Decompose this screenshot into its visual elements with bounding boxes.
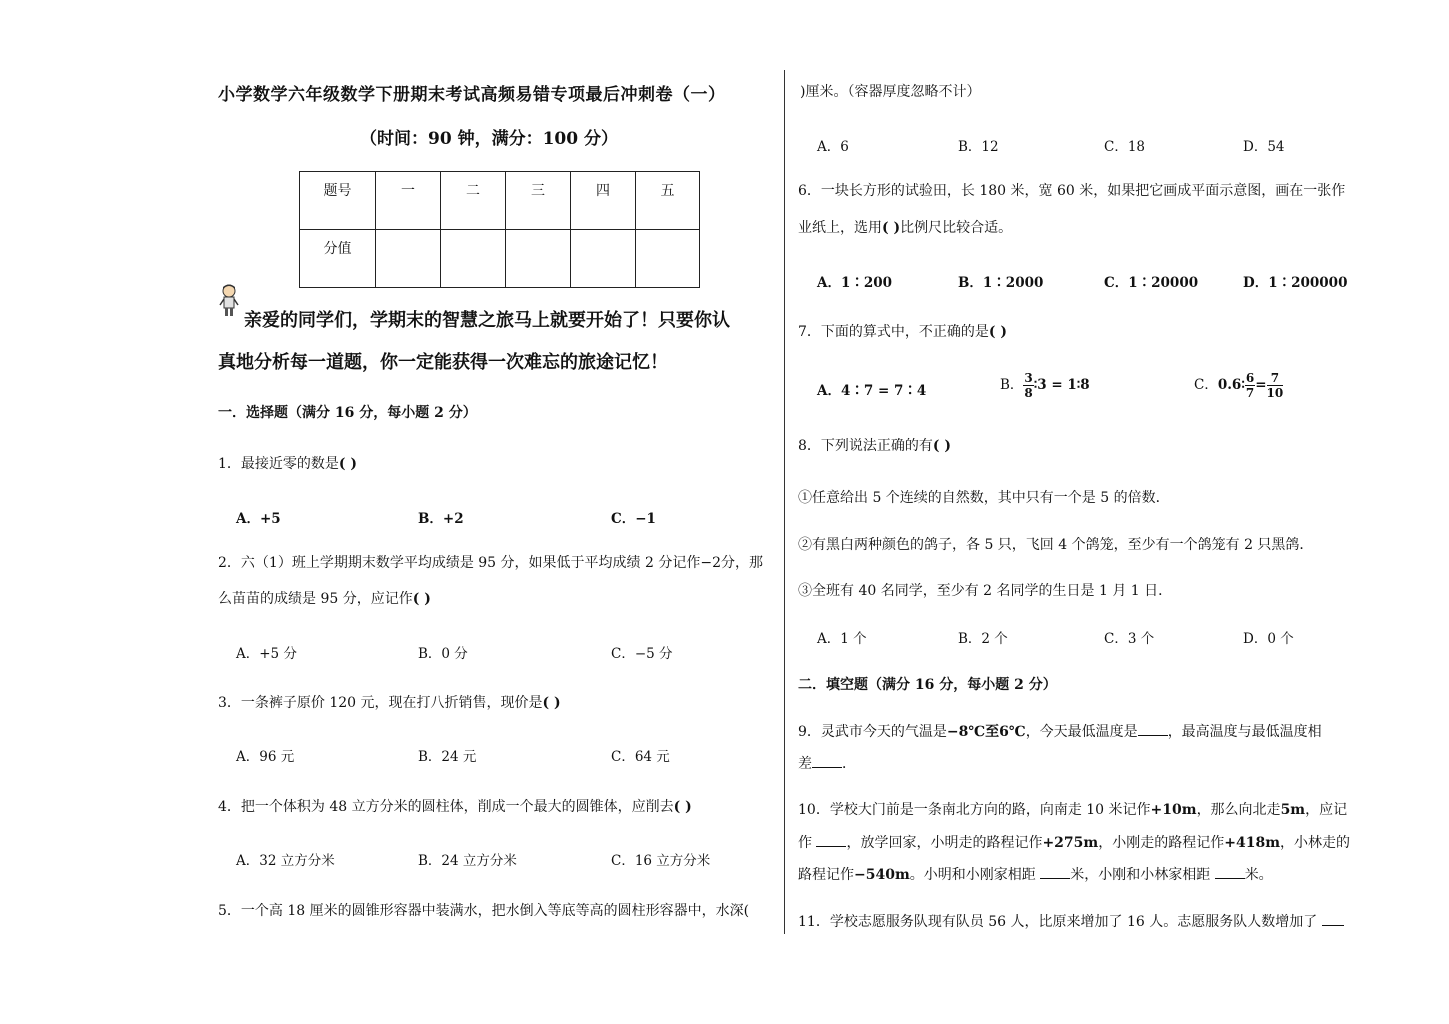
answer-blank[interactable] (812, 755, 842, 768)
q3-option-b[interactable]: B．24 元 (418, 749, 477, 765)
q8-statement-3: ③全班有 40 名同学，至少有 2 名同学的生日是 1 月 1 日． (798, 583, 1173, 599)
score-header-cell: 三 (506, 172, 571, 230)
q5-option-c[interactable]: C．18 (1104, 139, 1146, 155)
question-10-stem: 10．学校大门前是一条南北方向的路，向南走 10 米记作 (798, 802, 1151, 818)
denominator: 10 (1266, 386, 1284, 400)
q5-option-d[interactable]: D．54 (1243, 139, 1285, 155)
question-1-stem: 1．最接近零的数是 (218, 456, 339, 472)
question-9-stem-2: ，今天最低温度是 (1025, 724, 1138, 740)
question-6-line-1: 6．一块长方形的试验田，长 180 米，宽 60 米，如果把它画成平面示意图，画在一张作 (798, 183, 1346, 199)
question-10-end: 米。 (1244, 867, 1273, 883)
score-header-cell: 题号 (300, 172, 376, 230)
q7-option-a[interactable]: A．4∶7 = 7∶4 (817, 383, 927, 399)
score-table-header-row (300, 172, 700, 230)
denominator: 8 (1024, 386, 1033, 400)
q5-option-b[interactable]: B．12 (958, 139, 999, 155)
value: 5m (1280, 802, 1306, 818)
score-cell[interactable] (376, 230, 441, 288)
answer-paren[interactable]: ( ) (988, 324, 1008, 340)
section-2-heading: 二．填空题（满分 16 分，每小题 2 分） (798, 677, 1057, 693)
question-8-stem: 8．下列说法正确的有 (798, 438, 933, 454)
denominator: 7 (1245, 386, 1255, 400)
answer-paren[interactable]: ( ) (338, 456, 358, 472)
question-2-line-1: 2．六（1）班上学期期末数学平均成绩是 95 分，如果低于平均成绩 2 分记作−2分，那 (218, 555, 763, 571)
answer-paren[interactable]: ( ) (932, 438, 952, 454)
question-9-line-2 (798, 753, 856, 773)
question-3 (218, 692, 561, 712)
score-cell[interactable] (571, 230, 636, 288)
numerator: 6 (1245, 371, 1255, 385)
question-11 (798, 911, 1344, 931)
q2-option-a[interactable]: A．+5 分 (236, 646, 297, 662)
score-cell[interactable] (441, 230, 506, 288)
question-10-stem-2: ，那么向北走 (1196, 802, 1281, 818)
question-9-line-1 (798, 721, 1322, 741)
question-7-stem: 7．下面的算式中，不正确的是 (798, 324, 989, 340)
score-header-cell: 五 (636, 172, 700, 230)
answer-paren[interactable]: ( ) (673, 799, 692, 815)
column-divider (784, 70, 785, 934)
page-title: 小学数学六年级数学下册期末考试高频易错专项最后冲刺卷（一） (218, 85, 726, 105)
score-header-cell: 四 (571, 172, 636, 230)
score-header-cell: 一 (376, 172, 441, 230)
q6-option-d[interactable]: D．1∶200000 (1243, 275, 1348, 291)
question-10-stem-5: ，放学回家，小明走的路程记作 (846, 835, 1043, 851)
question-9-stem-4: 差 (798, 756, 812, 772)
fraction (1267, 371, 1284, 400)
equals-sign: = (1255, 377, 1267, 393)
score-table (299, 171, 700, 288)
question-6-stem-end: 比例尺比较合适。 (900, 220, 1013, 236)
q5-option-a[interactable]: A．6 (817, 139, 849, 155)
q7-option-b[interactable] (1000, 371, 1090, 400)
q8-option-a[interactable]: A．1 个 (817, 631, 867, 647)
option-text: 0.6∶ (1217, 377, 1245, 393)
score-row-label: 分值 (300, 230, 376, 288)
question-10-line-2 (798, 832, 1350, 852)
fraction (1023, 371, 1033, 400)
student-cartoon-icon (217, 283, 241, 319)
question-9-stem: 9．灵武市今天的气温是 (798, 724, 947, 740)
q7-option-c[interactable] (1194, 371, 1283, 400)
question-5-line-2: )厘米。（容器厚度忽略不计） (800, 84, 981, 100)
q1-option-b[interactable]: B．+2 (418, 511, 464, 527)
value: +418m (1224, 835, 1281, 851)
question-5-line-1: 5．一个高 18 厘米的圆锥形容器中装满水，把水倒入等底等高的圆柱形容器中，水深( (218, 903, 750, 919)
q4-option-a[interactable]: A．32 立方分米 (236, 853, 335, 869)
q4-option-c[interactable]: C．16 立方分米 (611, 853, 711, 869)
numerator: 3 (1024, 371, 1033, 385)
question-11-stem: 11．学校志愿服务队现有队员 56 人，比原来增加了 16 人。志愿服务队人数增加了 (798, 914, 1318, 930)
q8-option-b[interactable]: B．2 个 (958, 631, 1008, 647)
q1-option-c[interactable]: C．−1 (611, 511, 656, 527)
question-1 (218, 453, 357, 473)
q1-option-a[interactable]: A．+5 (236, 511, 281, 527)
q3-option-a[interactable]: A．96 元 (236, 749, 295, 765)
q3-option-c[interactable]: C．64 元 (611, 749, 670, 765)
question-10-stem-9: 。小明和小刚家相距 (909, 867, 1036, 883)
q8-statement-2: ②有黑白两种颜色的鸽子，各 5 只，飞回 4 个鸽笼，至少有一个鸽笼有 2 只黑鸽． (798, 537, 1314, 553)
question-6-stem: 业纸上，选用 (798, 220, 882, 236)
option-label: B． (1000, 377, 1024, 393)
question-3-stem: 3．一条裤子原价 120 元，现在打八折销售，现价是 (218, 695, 543, 711)
greeting-line-2: 真地分析每一道题，你一定能获得一次难忘的旅途记忆！ (218, 352, 668, 373)
fraction (1245, 371, 1255, 400)
option-label: C． (1194, 377, 1218, 393)
question-10-line-3 (798, 864, 1273, 884)
question-10-stem-3: ，应记 (1305, 802, 1348, 818)
score-cell[interactable] (636, 230, 700, 288)
question-10-line-1 (798, 799, 1347, 819)
score-cell[interactable] (506, 230, 571, 288)
numerator: 7 (1267, 371, 1284, 386)
section-1-heading: 一．选择题（满分 16 分，每小题 2 分） (218, 405, 477, 421)
question-2-stem: 么苗苗的成绩是 95 分，应记作 (218, 591, 413, 607)
greeting-line-1: 亲爱的同学们，学期末的智慧之旅马上就要开始了！只要你认 (244, 310, 730, 331)
q2-option-b[interactable]: B．0 分 (418, 646, 468, 662)
temperature-range: −8℃至6℃ (946, 724, 1026, 740)
q6-option-b[interactable]: B．1∶2000 (958, 275, 1044, 291)
question-10-stem-4: 作 (798, 835, 812, 851)
q8-option-d[interactable]: D．0 个 (1243, 631, 1294, 647)
score-table-value-row (300, 230, 700, 288)
page-subtitle: （时间：90 钟，满分：100 分） (360, 129, 618, 149)
q2-option-c[interactable]: C．−5 分 (611, 646, 673, 662)
answer-blank[interactable] (1215, 866, 1245, 879)
question-4 (218, 796, 692, 816)
question-2-line-2 (218, 588, 431, 608)
answer-blank[interactable] (1138, 723, 1168, 736)
answer-paren[interactable]: ( ) (412, 591, 431, 607)
question-4-stem: 4．把一个体积为 48 立方分米的圆柱体，削成一个最大的圆锥体，应削去 (218, 799, 674, 815)
q8-statement-1: ①任意给出 5 个连续的自然数，其中只有一个是 5 的倍数． (798, 490, 1170, 506)
question-9-stem-3: ，最高温度与最低温度相 (1167, 724, 1322, 740)
answer-blank[interactable] (816, 834, 846, 847)
score-header-cell: 二 (441, 172, 506, 230)
value: +275m (1042, 835, 1099, 851)
question-10-stem-8: 路程记作 (798, 867, 854, 883)
question-7 (798, 321, 1007, 341)
answer-paren[interactable]: ( ) (542, 695, 561, 711)
q4-option-b[interactable]: B．24 立方分米 (418, 853, 517, 869)
question-9-end: ． (842, 756, 856, 772)
question-8 (798, 435, 951, 455)
value: +10m (1150, 802, 1197, 818)
q6-option-c[interactable]: C．1∶20000 (1104, 275, 1199, 291)
question-10-stem-10: 米，小刚和小林家相距 (1070, 867, 1211, 883)
answer-blank[interactable] (1322, 913, 1344, 926)
answer-paren[interactable]: ( ) (882, 220, 901, 236)
value: −540m (854, 867, 910, 883)
q8-option-c[interactable]: C．3 个 (1104, 631, 1155, 647)
option-text: ∶3 = 1∶8 (1033, 377, 1090, 393)
question-6-line-2 (798, 217, 1012, 237)
question-10-stem-6: ，小刚走的路程记作 (1098, 835, 1225, 851)
answer-blank[interactable] (1040, 866, 1070, 879)
q6-option-a[interactable]: A．1∶200 (817, 275, 893, 291)
question-10-stem-7: ，小林走的 (1280, 835, 1351, 851)
